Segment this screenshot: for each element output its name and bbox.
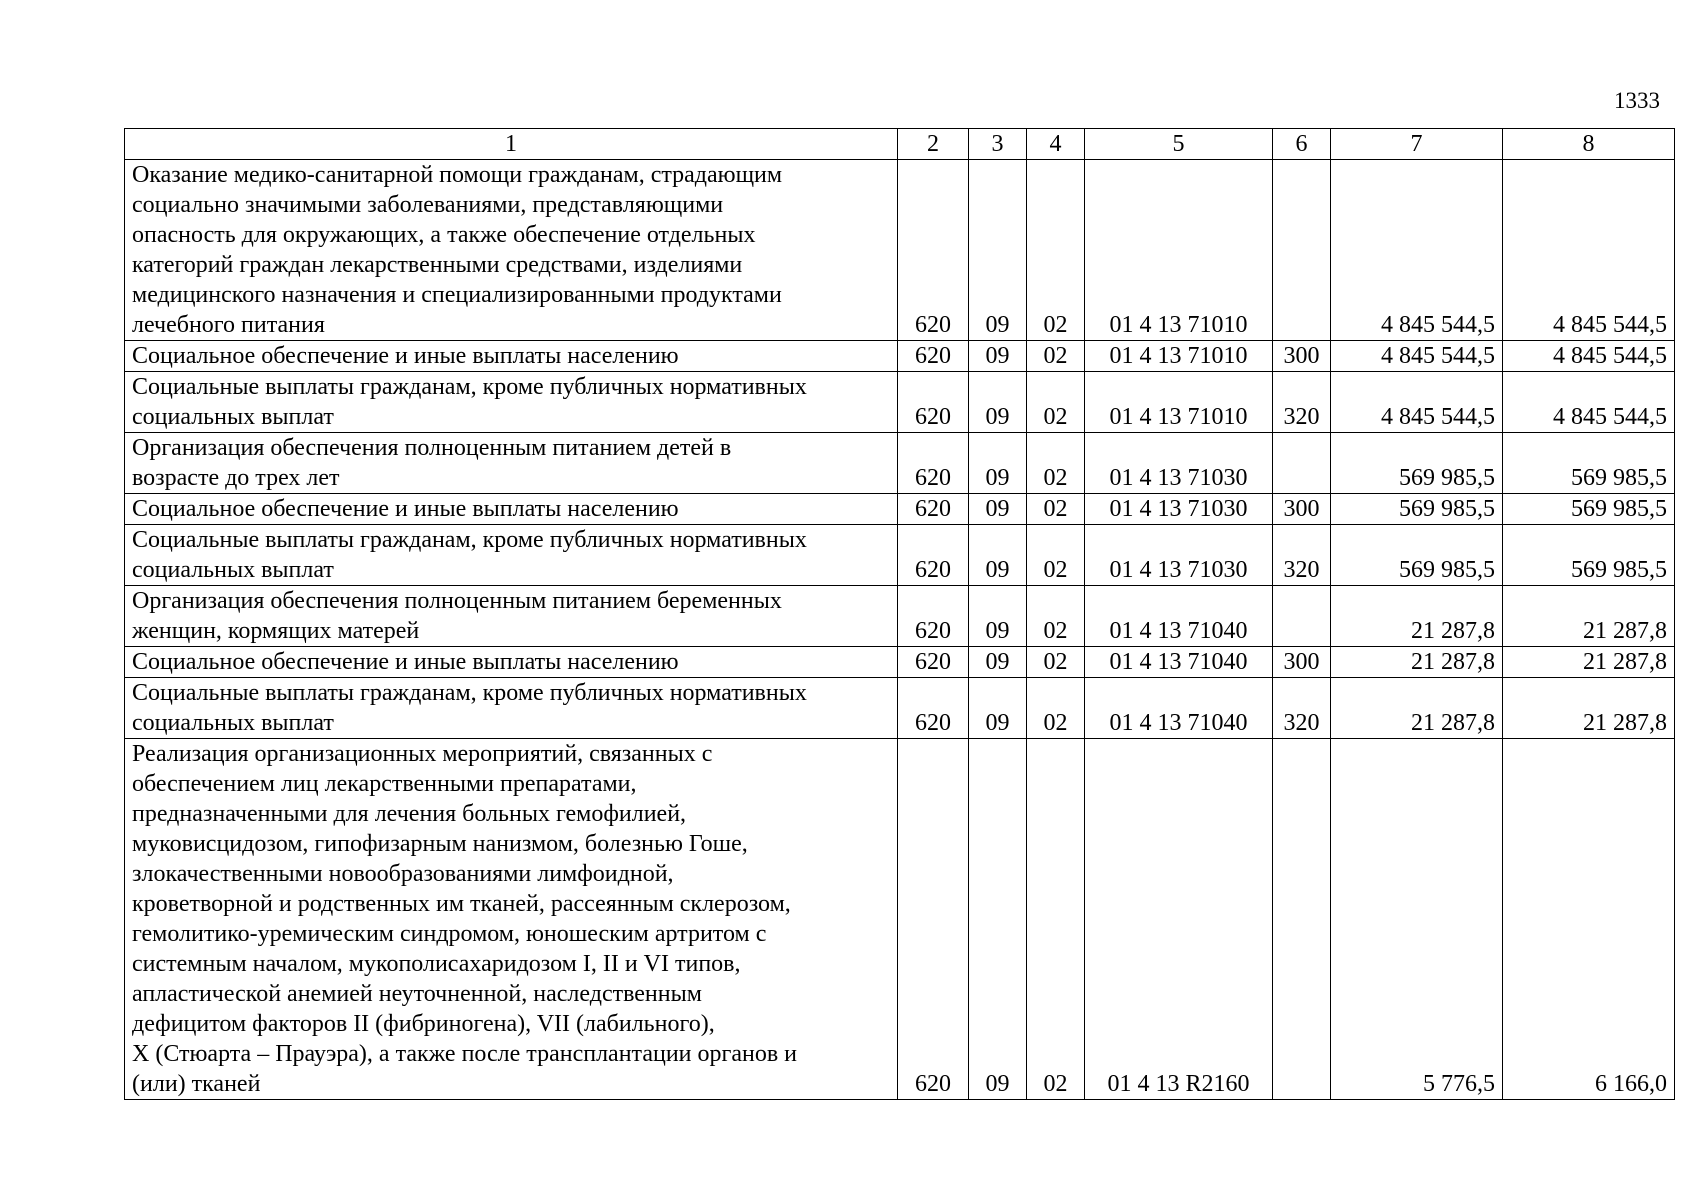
cell-expense-type (1273, 160, 1331, 341)
cell-description (125, 739, 898, 1100)
cell-amount-year1: 5 776,5 (1331, 739, 1503, 1100)
table-row (125, 341, 1675, 372)
cell-ministry: 620 (898, 678, 969, 739)
column-header: 5 (1085, 129, 1273, 160)
description-line: Социальные выплаты гражданам, кроме публичных нормативных (132, 374, 807, 400)
cell-expense-type: 320 (1273, 678, 1331, 739)
cell-description (125, 433, 898, 494)
table-row (125, 433, 1675, 494)
cell-ministry: 620 (898, 341, 969, 372)
column-header: 7 (1331, 129, 1503, 160)
table-row (125, 678, 1675, 739)
cell-expense-type: 300 (1273, 647, 1331, 678)
cell-amount-year2: 4 845 544,5 (1503, 372, 1675, 433)
description-line: социально значимыми заболеваниями, представляющими (132, 192, 724, 218)
cell-amount-year1: 569 985,5 (1331, 525, 1503, 586)
budget-table (124, 128, 1675, 1100)
description-line: Социальное обеспечение и иные выплаты населению (132, 496, 679, 522)
column-header: 6 (1273, 129, 1331, 160)
cell-ministry: 620 (898, 494, 969, 525)
description-line: женщин, кормящих матерей (132, 618, 420, 644)
cell-section: 09 (969, 678, 1027, 739)
cell-target-article: 01 4 13 71030 (1085, 494, 1273, 525)
cell-amount-year2: 4 845 544,5 (1503, 341, 1675, 372)
description-line: Социальное обеспечение и иные выплаты населению (132, 649, 679, 675)
cell-target-article: 01 4 13 71030 (1085, 433, 1273, 494)
cell-amount-year2: 6 166,0 (1503, 739, 1675, 1100)
column-header: 4 (1027, 129, 1085, 160)
cell-subsection: 02 (1027, 525, 1085, 586)
cell-expense-type (1273, 739, 1331, 1100)
description-line: социальных выплат (132, 404, 334, 430)
cell-description (125, 494, 898, 525)
cell-target-article: 01 4 13 R2160 (1085, 739, 1273, 1100)
cell-description (125, 678, 898, 739)
cell-subsection: 02 (1027, 160, 1085, 341)
cell-amount-year2: 21 287,8 (1503, 647, 1675, 678)
cell-expense-type: 300 (1273, 341, 1331, 372)
description-line: Реализация организационных мероприятий, связанных с (132, 741, 713, 767)
description-line: социальных выплат (132, 557, 334, 583)
cell-subsection: 02 (1027, 372, 1085, 433)
description-line: Организация обеспечения полноценным питанием беременных (132, 588, 782, 614)
cell-target-article: 01 4 13 71040 (1085, 647, 1273, 678)
cell-subsection: 02 (1027, 494, 1085, 525)
page-number: 1333 (1614, 88, 1660, 113)
cell-section: 09 (969, 739, 1027, 1100)
cell-ministry: 620 (898, 647, 969, 678)
description-line: Организация обеспечения полноценным питанием детей в (132, 435, 732, 461)
cell-description (125, 341, 898, 372)
cell-section: 09 (969, 372, 1027, 433)
cell-amount-year1: 4 845 544,5 (1331, 341, 1503, 372)
description-line: апластической анемией неуточненной, наследственным (132, 981, 702, 1007)
description-line: лечебного питания (132, 312, 325, 338)
cell-subsection: 02 (1027, 647, 1085, 678)
cell-description (125, 160, 898, 341)
cell-target-article: 01 4 13 71010 (1085, 372, 1273, 433)
cell-expense-type: 320 (1273, 372, 1331, 433)
description-line: Социальные выплаты гражданам, кроме публичных нормативных (132, 680, 807, 706)
cell-amount-year2: 21 287,8 (1503, 586, 1675, 647)
cell-description (125, 647, 898, 678)
cell-target-article: 01 4 13 71010 (1085, 341, 1273, 372)
description-line: кроветворной и родственных им тканей, рассеянным склерозом, (132, 891, 791, 917)
description-line: X (Стюарта – Прауэра), а также после трансплантации органов и (132, 1041, 798, 1067)
table-row (125, 160, 1675, 341)
column-header: 2 (898, 129, 969, 160)
cell-expense-type: 300 (1273, 494, 1331, 525)
description-line: гемолитико-уремическим синдромом, юношеским артритом с (132, 921, 767, 947)
cell-expense-type: 320 (1273, 525, 1331, 586)
column-header: 1 (125, 129, 898, 160)
description-line: обеспечением лиц лекарственными препаратами, (132, 771, 637, 797)
cell-section: 09 (969, 647, 1027, 678)
table-row (125, 494, 1675, 525)
table-row (125, 739, 1675, 1100)
cell-amount-year2: 569 985,5 (1503, 525, 1675, 586)
description-line: категорий граждан лекарственными средствами, изделиями (132, 252, 743, 278)
cell-amount-year1: 21 287,8 (1331, 586, 1503, 647)
cell-subsection: 02 (1027, 433, 1085, 494)
table-row (125, 647, 1675, 678)
cell-subsection: 02 (1027, 678, 1085, 739)
cell-expense-type (1273, 586, 1331, 647)
description-line: злокачественными новообразованиями лимфоидной, (132, 861, 674, 887)
cell-amount-year1: 21 287,8 (1331, 647, 1503, 678)
description-line: опасность для окружающих, а также обеспечение отдельных (132, 222, 756, 248)
cell-target-article: 01 4 13 71030 (1085, 525, 1273, 586)
cell-amount-year1: 21 287,8 (1331, 678, 1503, 739)
table-row (125, 586, 1675, 647)
cell-subsection: 02 (1027, 341, 1085, 372)
description-line: муковисцидозом, гипофизарным нанизмом, болезнью Гоше, (132, 831, 748, 857)
cell-expense-type (1273, 433, 1331, 494)
cell-section: 09 (969, 341, 1027, 372)
description-line: возрасте до трех лет (132, 465, 340, 491)
cell-amount-year2: 569 985,5 (1503, 433, 1675, 494)
cell-target-article: 01 4 13 71010 (1085, 160, 1273, 341)
cell-amount-year2: 21 287,8 (1503, 678, 1675, 739)
cell-description (125, 525, 898, 586)
cell-ministry: 620 (898, 739, 969, 1100)
cell-description (125, 372, 898, 433)
table-row (125, 525, 1675, 586)
cell-description (125, 586, 898, 647)
cell-section: 09 (969, 160, 1027, 341)
header-row (125, 129, 1675, 160)
cell-section: 09 (969, 494, 1027, 525)
description-line: предназначенными для лечения больных гемофилией, (132, 801, 687, 827)
table-body (125, 160, 1675, 1100)
cell-section: 09 (969, 433, 1027, 494)
cell-ministry: 620 (898, 525, 969, 586)
cell-ministry: 620 (898, 433, 969, 494)
description-line: Социальное обеспечение и иные выплаты населению (132, 343, 679, 369)
cell-ministry: 620 (898, 586, 969, 647)
cell-ministry: 620 (898, 160, 969, 341)
cell-ministry: 620 (898, 372, 969, 433)
cell-amount-year1: 569 985,5 (1331, 433, 1503, 494)
description-line: дефицитом факторов II (фибриногена), VII (лабильного), (132, 1011, 715, 1037)
description-line: социальных выплат (132, 710, 334, 736)
cell-amount-year2: 569 985,5 (1503, 494, 1675, 525)
column-header: 8 (1503, 129, 1675, 160)
cell-amount-year2: 4 845 544,5 (1503, 160, 1675, 341)
cell-section: 09 (969, 525, 1027, 586)
cell-subsection: 02 (1027, 739, 1085, 1100)
cell-target-article: 01 4 13 71040 (1085, 586, 1273, 647)
description-line: системным началом, мукополисахаридозом I, II и VI типов, (132, 951, 741, 977)
description-line: (или) тканей (132, 1071, 261, 1097)
cell-section: 09 (969, 586, 1027, 647)
column-header: 3 (969, 129, 1027, 160)
description-line: Оказание медико-санитарной помощи гражданам, страдающим (132, 162, 783, 188)
cell-amount-year1: 4 845 544,5 (1331, 160, 1503, 341)
description-line: медицинского назначения и специализированными продуктами (132, 282, 782, 308)
description-line: Социальные выплаты гражданам, кроме публичных нормативных (132, 527, 807, 553)
cell-amount-year1: 569 985,5 (1331, 494, 1503, 525)
table-row (125, 372, 1675, 433)
cell-amount-year1: 4 845 544,5 (1331, 372, 1503, 433)
cell-subsection: 02 (1027, 586, 1085, 647)
cell-target-article: 01 4 13 71040 (1085, 678, 1273, 739)
